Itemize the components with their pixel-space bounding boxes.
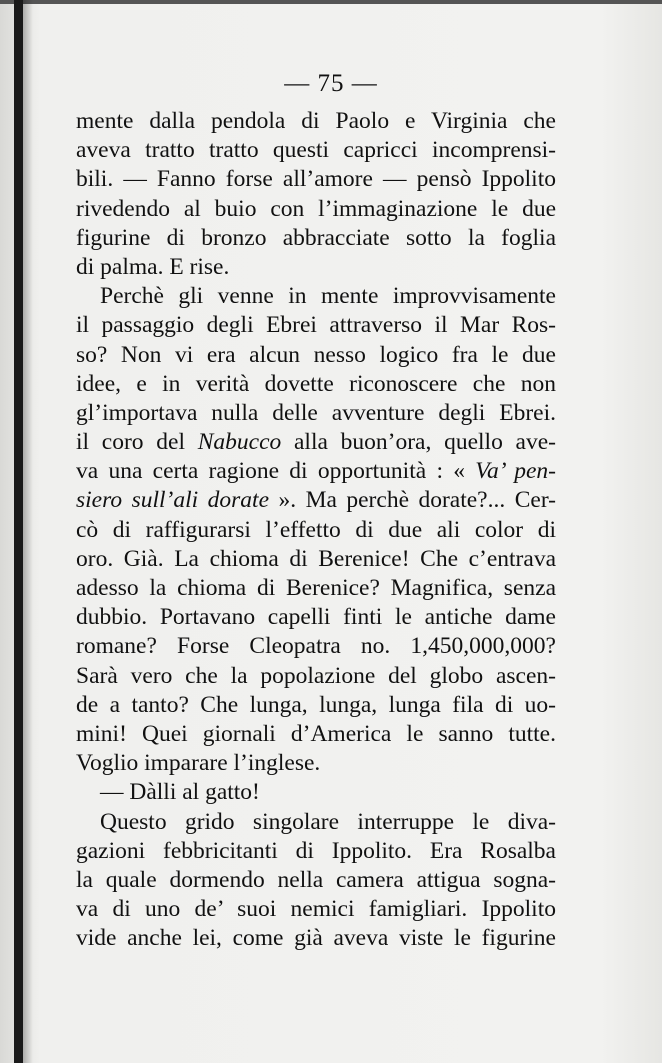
page-number: — 75 —: [284, 70, 378, 97]
text-line: — Dàlli al gatto!: [100, 779, 260, 806]
text-line: gazioni febbricitanti di Ippolito. Era Rosalba: [76, 837, 556, 864]
text-line: romane? Forse Cleopatra no. 1,450,000,000?: [76, 633, 556, 660]
page-top-edge: [0, 0, 662, 4]
text-line: de a tanto? Che lunga, lunga, lunga fila di uo-: [76, 691, 556, 718]
text-line: cò di raffigurarsi l’effetto di due ali color di: [76, 516, 556, 543]
text-line: so? Non vi era alcun nesso logico fra le due: [76, 341, 556, 368]
text-line: [76, 486, 556, 515]
italic-quote: siero sull’ali dorate: [76, 487, 270, 514]
text-line: il passaggio degli Ebrei attraverso il Mar Ros-: [76, 312, 556, 339]
text-line: [76, 457, 556, 486]
text-run: il coro del: [76, 429, 198, 456]
text-run: ». Ma perchè dorate?... Cer-: [269, 487, 556, 514]
text-line: mente dalla pendola di Paolo e Virginia che: [76, 108, 556, 134]
text-line: adesso la chioma di Berenice? Magnifica, senza: [76, 575, 556, 601]
text-line: Sarà vero che la popolazione del globo ascen-: [76, 662, 556, 689]
text-line: di palma. E rise.: [76, 253, 230, 280]
text-line: mini! Quei giornali d’America le sanno tutte.: [76, 720, 556, 747]
text-line: [76, 428, 556, 457]
italic-title: Nabucco: [197, 429, 282, 456]
text-line: Questo grido singolare interruppe le diva-: [100, 808, 556, 835]
body-text: [76, 107, 556, 953]
text-run: alla buon’ora, quello ave-: [281, 429, 556, 456]
text-line: idee, e in verità dovette riconoscere che non: [76, 370, 556, 397]
text-line: Perchè gli venne in mente improvvisamente: [100, 283, 556, 310]
text-line: Voglio imparare l’inglese.: [76, 750, 321, 777]
text-line: gl’importava nulla delle avventure degli Ebrei.: [76, 399, 556, 426]
text-line: oro. Già. La chioma di Berenice! Che c’entrava: [76, 545, 556, 572]
text-line: figurine di bronzo abbracciate sotto la foglia: [76, 224, 556, 251]
text-run: va una certa ragione di opportunità : «: [76, 458, 476, 485]
text-line: bili. — Fanno forse all’amore — pensò Ippolito: [76, 166, 556, 193]
text-line: rivedendo al buio con l’immaginazione le due: [76, 195, 556, 222]
text-line: la quale dormendo nella camera attigua sogna-: [76, 866, 556, 893]
binding-shadow: [23, 0, 33, 1063]
text-line: dubbio. Portavano capelli finti le antiche dame: [76, 604, 556, 631]
book-binding-edge: [14, 0, 23, 1063]
text-line: va di uno de’ suoi nemici famigliari. Ippolito: [76, 896, 556, 923]
italic-quote: Va’ pen-: [475, 458, 556, 485]
text-line: aveva tratto tratto questi capricci incomprensi-: [76, 137, 556, 164]
text-line: vide anche lei, come già aveva viste le figurine: [76, 925, 556, 952]
